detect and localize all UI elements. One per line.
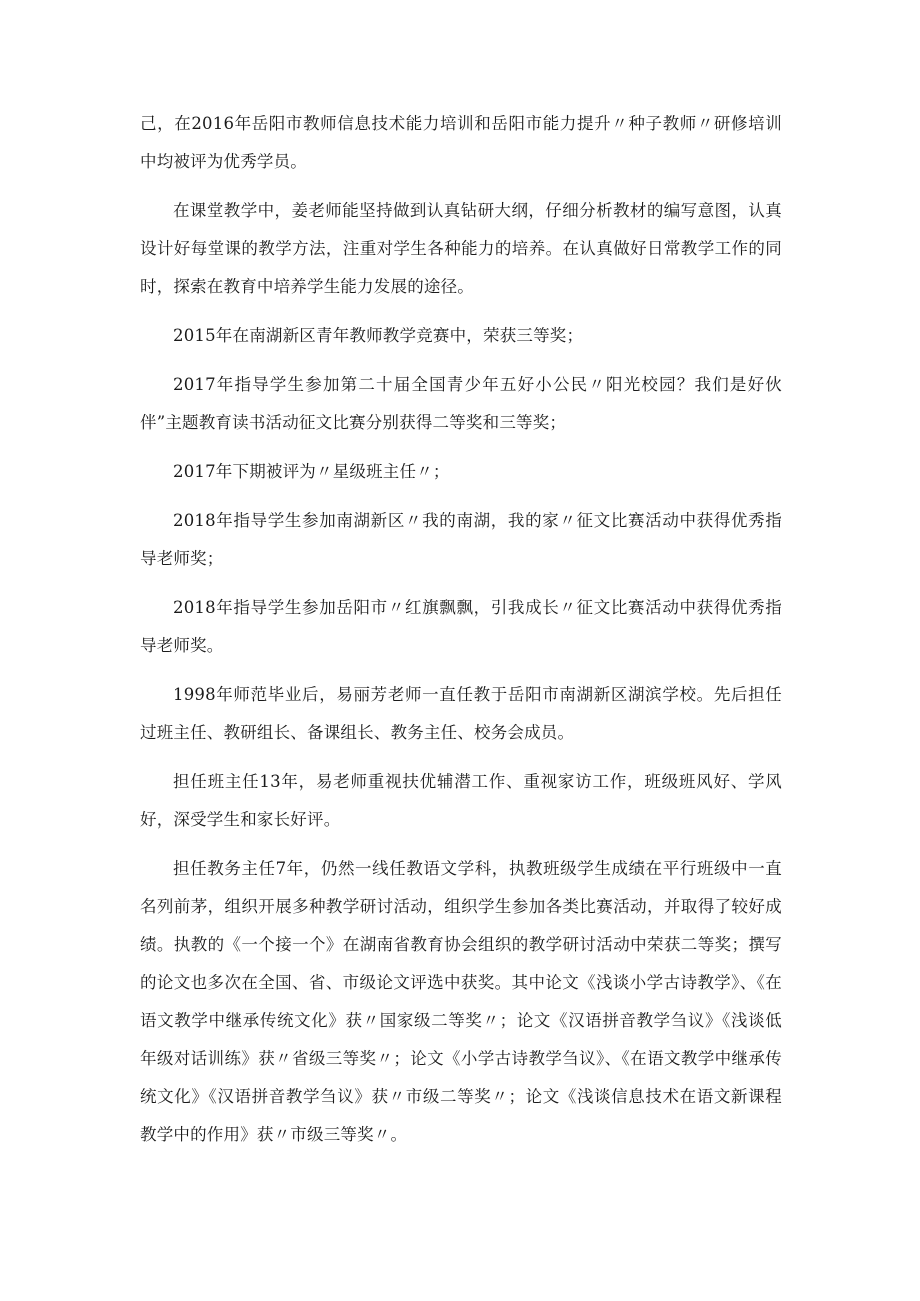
paragraph-award-2018-yueyang: 2018年指导学生参加岳阳市〃红旗飘飘，引我成长〃征文比赛活动中获得优秀指导老师奖。 (140, 598, 782, 655)
paragraph-head-teacher: 担任班主任13年，易老师重视扶优辅潜工作、重视家访工作，班级班风好、学风好，深受学生和家长好评。 (140, 772, 782, 829)
paragraph-continuation: 己，在2016年岳阳市教师信息技术能力培训和岳阳市能力提升〃种子教师〃研修培训中均被评为优秀学员。 (140, 114, 782, 171)
paragraph-classroom-teaching: 在课堂教学中，姜老师能坚持做到认真钻研大纲，仔细分析教材的编写意图，认真设计好每堂课的教学方法，注重对学生各种能力的培养。在认真做好日常教学工作的同时，探索在教育中培养学生能力发展的途径。 (140, 201, 782, 296)
paragraph-award-2015: 2015年在南湖新区青年教师教学竞赛中，荣获三等奖； (173, 326, 584, 345)
paragraph-award-2017-star: 2017年下期被评为〃星级班主任〃； (173, 462, 450, 481)
paragraph-award-2017-essay: 2017年指导学生参加第二十届全国青少年五好小公民〃阳光校园？我们是好伙伴”主题教育读书活动征文比赛分别获得二等奖和三等奖； (140, 375, 782, 432)
paragraph-academic-director: 担任教务主任7年，仍然一线任教语文学科，执教班级学生成绩在平行班级中一直名列前茅，组织开展多种教学研讨活动，组织学生参加各类比赛活动，并取得了较好成绩。执教的《一个接一个》在湖南省教育协会组织的教学研讨活动中荣获二等奖；撰写的论文也多次在全国、省、市级论文评选中获奖。其中论文《浅谈小学古诗教学》、《在语文教学中继承传统文化》获〃国家级二等奖〃；论文《汉语拼音教学刍议》《浅谈低年级对话训练》获〃省级三等奖〃；论文《小学古诗教学刍议》、《在语文教学中继承传统文化》《汉语拼音教学刍议》获〃市级二等奖〃；论文《浅谈信息技术在语文新课程教学中的作用》获〃市级三等奖〃。 (140, 859, 782, 1144)
paragraph-award-2018-nanhu: 2018年指导学生参加南湖新区〃我的南湖，我的家〃征文比赛活动中获得优秀指导老师奖； (140, 511, 782, 568)
document-body (140, 105, 782, 1165)
paragraph-career-1998: 1998年师范毕业后，易丽芳老师一直任教于岳阳市南湖新区湖滨学校。先后担任过班主任、教研组长、备课组长、教务主任、校务会成员。 (140, 685, 782, 742)
